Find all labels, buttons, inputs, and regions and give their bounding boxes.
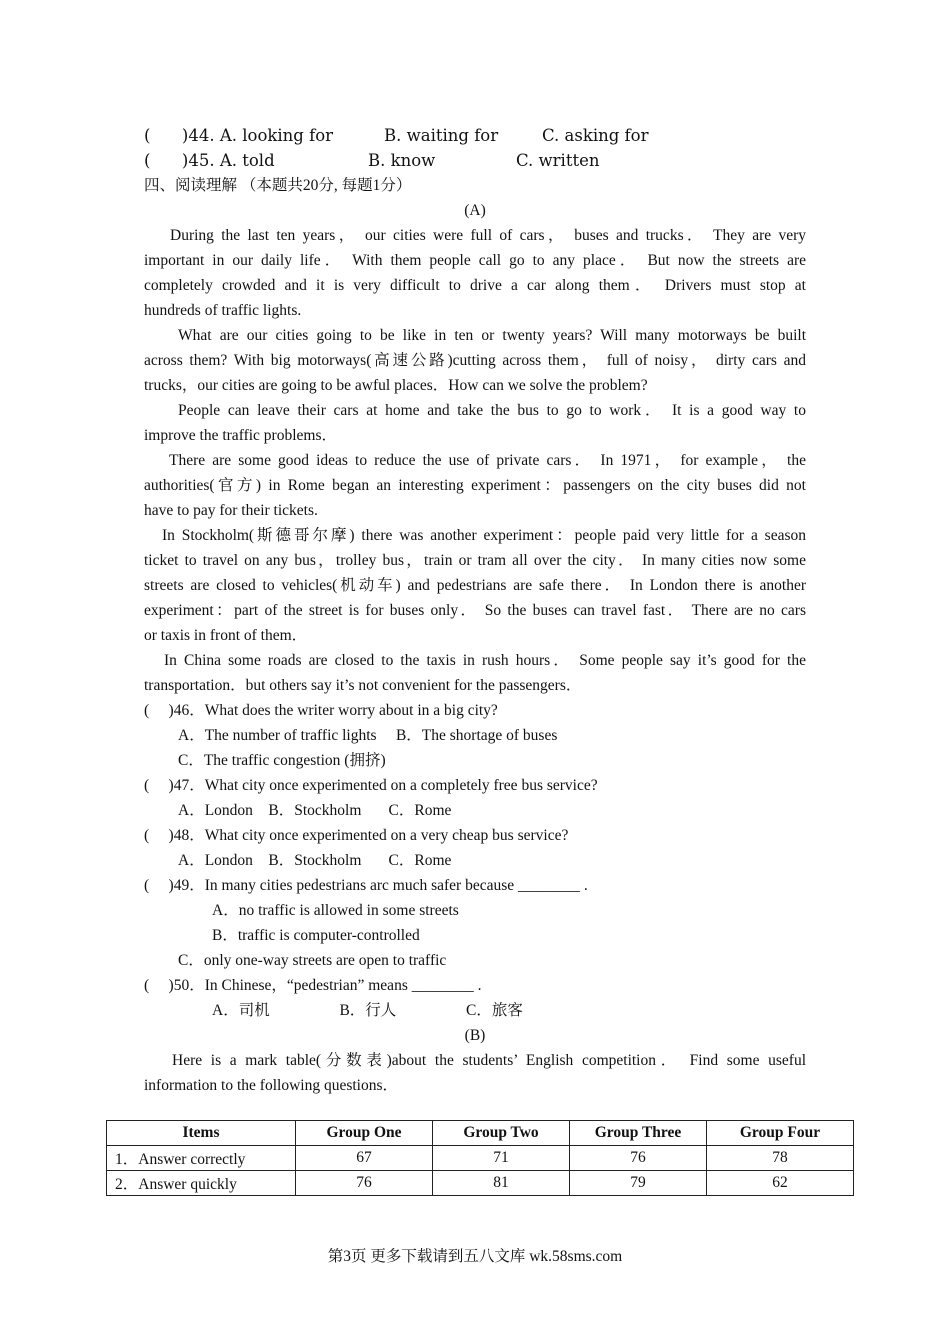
question-stem: ( )46．What does the writer worry about in a big city? xyxy=(144,702,498,719)
table-row xyxy=(107,1171,854,1196)
table-cell: 78 xyxy=(707,1146,854,1171)
table-header-row xyxy=(107,1121,854,1146)
question-options: C．The traffic congestion (拥挤) xyxy=(178,752,386,769)
table-cell: 76 xyxy=(296,1171,433,1196)
table-header-cell: Group One xyxy=(296,1121,433,1146)
question-options: A．The number of traffic lights B．The shortage of buses xyxy=(178,727,558,744)
passage-a-line: have to pay for their tickets. xyxy=(144,502,318,519)
table-cell: 62 xyxy=(707,1171,854,1196)
passage-b-label: (B) xyxy=(464,1027,486,1044)
passage-a-line: What are our cities going to be like in ten or twenty years? Will many motorways be built xyxy=(178,327,806,344)
question-45 xyxy=(144,149,600,173)
passage-a-line: streets are closed to vehicles(机动车) and pedestrians are safe there． In London there is another xyxy=(144,577,806,594)
passage-a-label: (A) xyxy=(464,202,486,219)
table-header-cell: Group Three xyxy=(570,1121,707,1146)
passage-b-line: Here is a mark table(分数表)about the students’ English competition． Find some useful xyxy=(172,1052,806,1069)
table-row xyxy=(107,1146,854,1171)
q44-option-c: C. asking for xyxy=(542,126,649,145)
question-44 xyxy=(144,124,649,148)
passage-a-line: People can leave their cars at home and take the bus to go to work． It is a good way to xyxy=(178,402,806,419)
table-header-cell: Items xyxy=(107,1121,296,1146)
passage-a-line: There are some good ideas to reduce the use of private cars． In 1971， for example， the xyxy=(169,452,806,469)
question-options: A．no traffic is allowed in some streets xyxy=(212,902,459,919)
passage-a-line: completely crowded and it is very difficult to drive a car along them． Drivers must stop at xyxy=(144,277,806,294)
passage-a-line: In Stockholm(斯德哥尔摩) there was another experiment：people paid very little for a season xyxy=(162,527,806,544)
q44-option-a: )44. A. looking for xyxy=(150,126,334,145)
question-stem: ( )48．What city once experimented on a very cheap bus service? xyxy=(144,827,569,844)
passage-a-line: experiment：part of the street is for buses only． So the buses can travel fast． There are no cars xyxy=(144,602,806,619)
passage-a-line: trucks，our cities are going to be awful places．How can we solve the problem? xyxy=(144,377,648,394)
q45-option-a: )45. A. told xyxy=(150,151,275,170)
passage-a-line: authorities(官方) in Rome began an interesting experiment：passengers on the city buses did not xyxy=(144,477,806,494)
q45-bracket: ( xyxy=(144,151,151,170)
question-stem: ( )47．What city once experimented on a completely free bus service? xyxy=(144,777,598,794)
question-options: C．only one-way streets are open to traffic xyxy=(178,952,447,969)
question-stem: ( )50．In Chinese，“pedestrian” means ________ . xyxy=(144,977,482,994)
question-options: B．traffic is computer-controlled xyxy=(212,927,420,944)
table-cell: 81 xyxy=(433,1171,570,1196)
q45-option-b: B. know xyxy=(368,151,436,170)
table-cell: 71 xyxy=(433,1146,570,1171)
question-stem: ( )49．In many cities pedestrians arc much safer because ________ . xyxy=(144,877,588,894)
question-options: A．London B．Stockholm C．Rome xyxy=(178,802,452,819)
table-cell: 76 xyxy=(570,1146,707,1171)
q44-bracket: ( xyxy=(144,126,151,145)
mark-table xyxy=(106,1120,854,1196)
page-footer: 第3页 更多下载请到五八文库 wk.58sms.com xyxy=(327,1248,623,1265)
table-cell: 67 xyxy=(296,1146,433,1171)
table-header-cell: Group Two xyxy=(433,1121,570,1146)
passage-a-line: ticket to travel on any bus，trolley bus，train or tram all over the city． In many cities now some xyxy=(144,552,806,569)
table-header-cell: Group Four xyxy=(707,1121,854,1146)
passage-b-line: information to the following questions． xyxy=(144,1077,399,1094)
passage-a-line: important in our daily life． With them people call go to any place． But now the streets are xyxy=(144,252,806,269)
passage-a-line: transportation．but others say it’s not convenient for the passengers． xyxy=(144,677,582,694)
passage-a-line: hundreds of traffic lights. xyxy=(144,302,302,319)
q44-option-b: B. waiting for xyxy=(384,126,499,145)
passage-a-line: across them? With big motorways(高速公路)cutting across them， full of noisy， dirty cars and xyxy=(144,352,806,369)
table-cell: 1．Answer correctly xyxy=(107,1146,296,1171)
passage-a-line: improve the traffic problems． xyxy=(144,427,337,444)
passage-a-line: During the last ten years， our cities were full of cars， buses and trucks． They are very xyxy=(170,227,806,244)
table-cell: 2．Answer quickly xyxy=(107,1171,296,1196)
question-options: A．司机 B．行人 C．旅客 xyxy=(212,1002,523,1019)
question-options: A．London B．Stockholm C．Rome xyxy=(178,852,452,869)
passage-a-line: or taxis in front of them． xyxy=(144,627,308,644)
table-cell: 79 xyxy=(570,1171,707,1196)
passage-a-line: In China some roads are closed to the taxis in rush hours． Some people say it’s good for the xyxy=(164,652,806,669)
q45-option-c: C. written xyxy=(516,151,600,170)
section-heading: 四、阅读理解 （本题共20分, 每题1分） xyxy=(144,177,412,194)
